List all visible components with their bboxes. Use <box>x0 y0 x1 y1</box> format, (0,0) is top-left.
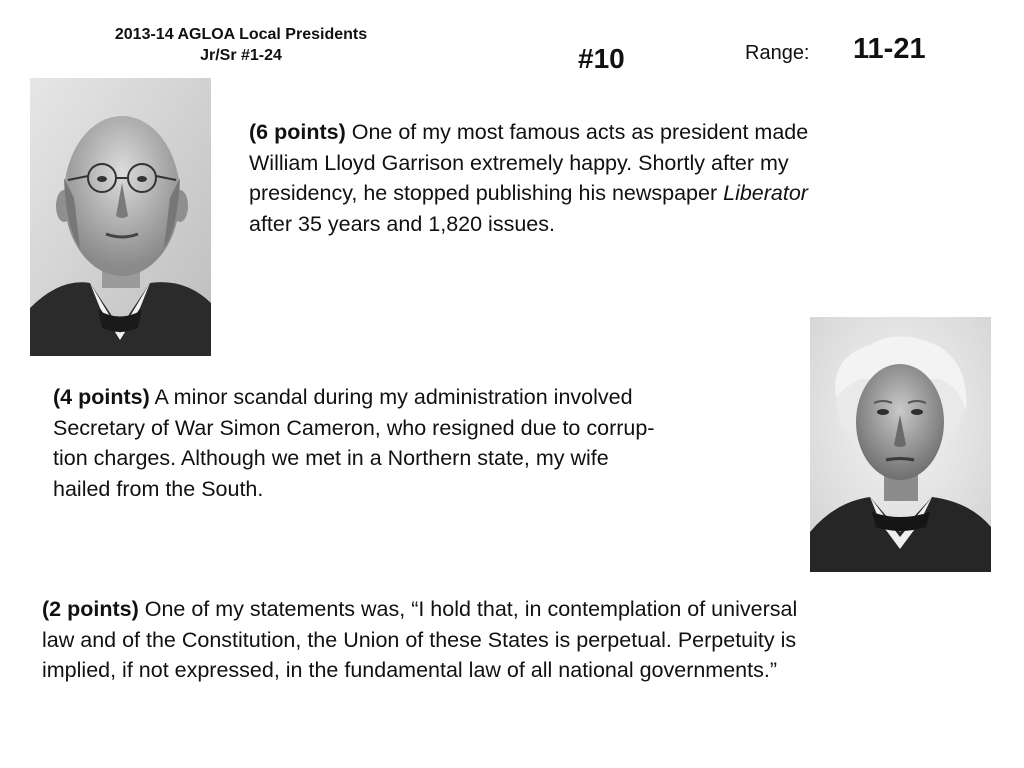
clue-4-points <box>53 382 783 504</box>
clue-2-points <box>42 594 982 686</box>
title-line-1: 2013-14 AGLOA Local Presidents <box>114 26 368 43</box>
clue-text: tion charges. Although we met in a Northern state, my wife <box>53 446 609 470</box>
clue-text: One of my statements was, “I hold that, in contemplation of universal <box>144 597 798 621</box>
clue-points: (2 points) <box>42 597 139 621</box>
clue-text: One of my most famous acts as president made <box>351 120 809 144</box>
clue-points: (4 points) <box>53 385 150 409</box>
range-value: 11-21 <box>853 33 926 65</box>
newspaper-title: Liberator <box>723 181 808 205</box>
range-label: Range: <box>745 42 810 64</box>
clue-text: William Lloyd Garrison extremely happy. Shortly after my <box>249 150 789 175</box>
clue-text: law and of the Constitution, the Union of these States is perpetual. Perpetuity is <box>42 627 797 652</box>
clue-text: implied, if not expressed, in the fundamental law of all national governments.” <box>42 658 777 682</box>
portrait-garrison <box>30 78 211 356</box>
clue-text: hailed from the South. <box>53 476 264 501</box>
clue-6-points <box>249 117 949 239</box>
clue-text: Secretary of War Simon Cameron, who resigned due to corrup- <box>53 415 655 440</box>
clue-text: A minor scandal during my administration involved <box>154 385 633 409</box>
title-line-2: Jr/Sr #1-24 <box>200 47 282 64</box>
clue-points: (6 points) <box>249 120 346 144</box>
header-title <box>58 24 424 66</box>
clue-text: presidency, he stopped publishing his newspaper <box>249 181 724 205</box>
question-number: #10 <box>578 43 625 74</box>
clue-text: after 35 years and 1,820 issues. <box>249 211 555 236</box>
portrait-cameron <box>810 317 991 572</box>
